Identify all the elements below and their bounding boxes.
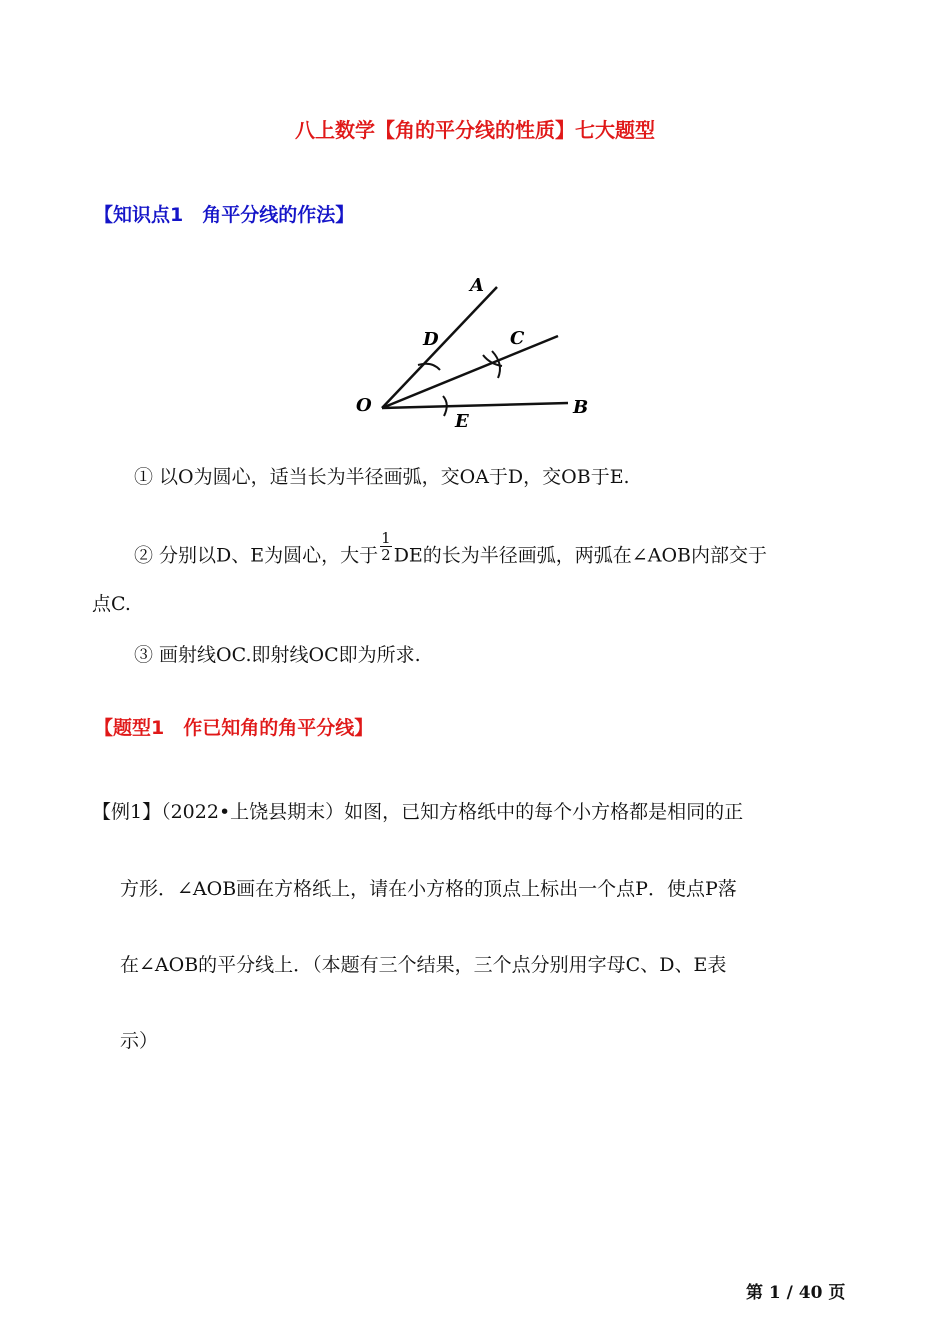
label-a: A	[470, 275, 484, 296]
step-2-text-after: DE的长为半径画弧，两弧在∠AOB内部交于	[393, 544, 767, 567]
step-2	[134, 529, 767, 573]
fraction-one-half	[380, 530, 392, 563]
page-number: 第 1 / 40 页	[746, 1283, 846, 1303]
label-e: E	[455, 411, 469, 432]
ray-oc	[382, 336, 558, 408]
example-line-2: 方形．∠AOB画在方格纸上，请在小方格的顶点上标出一个点P．使点P落	[120, 878, 737, 900]
fraction-numerator: 1	[381, 529, 391, 547]
knowledge-point-heading: 【知识点1 角平分线的作法】	[94, 204, 355, 226]
ray-oa	[382, 287, 497, 408]
step-1: ① 以O为圆心，适当长为半径画弧，交OA于D，交OB于E.	[134, 466, 630, 488]
example-line-4: 示）	[120, 1030, 159, 1052]
ray-ob	[382, 403, 568, 408]
step-2-continuation: 点C.	[92, 593, 131, 615]
example-line-3: 在∠AOB的平分线上．（本题有三个结果，三个点分别用字母C、D、E表	[120, 954, 727, 976]
fraction-denominator: 2	[381, 546, 391, 564]
step-3: ③ 画射线OC.即射线OC即为所求.	[134, 644, 421, 666]
step-2-text-before: ② 分别以D、E为圆心，大于	[134, 544, 379, 567]
question-type-heading: 【题型1 作已知角的角平分线】	[94, 717, 374, 739]
label-o: O	[356, 395, 372, 416]
example-line-1: 【例1】（2022•上饶县期末）如图，已知方格纸中的每个小方格都是相同的正	[92, 801, 744, 823]
page-title: 八上数学【角的平分线的性质】七大题型	[295, 118, 655, 142]
label-b: B	[573, 397, 589, 418]
angle-bisector-diagram	[340, 268, 610, 438]
label-c: C	[510, 328, 525, 349]
label-d: D	[423, 329, 439, 350]
